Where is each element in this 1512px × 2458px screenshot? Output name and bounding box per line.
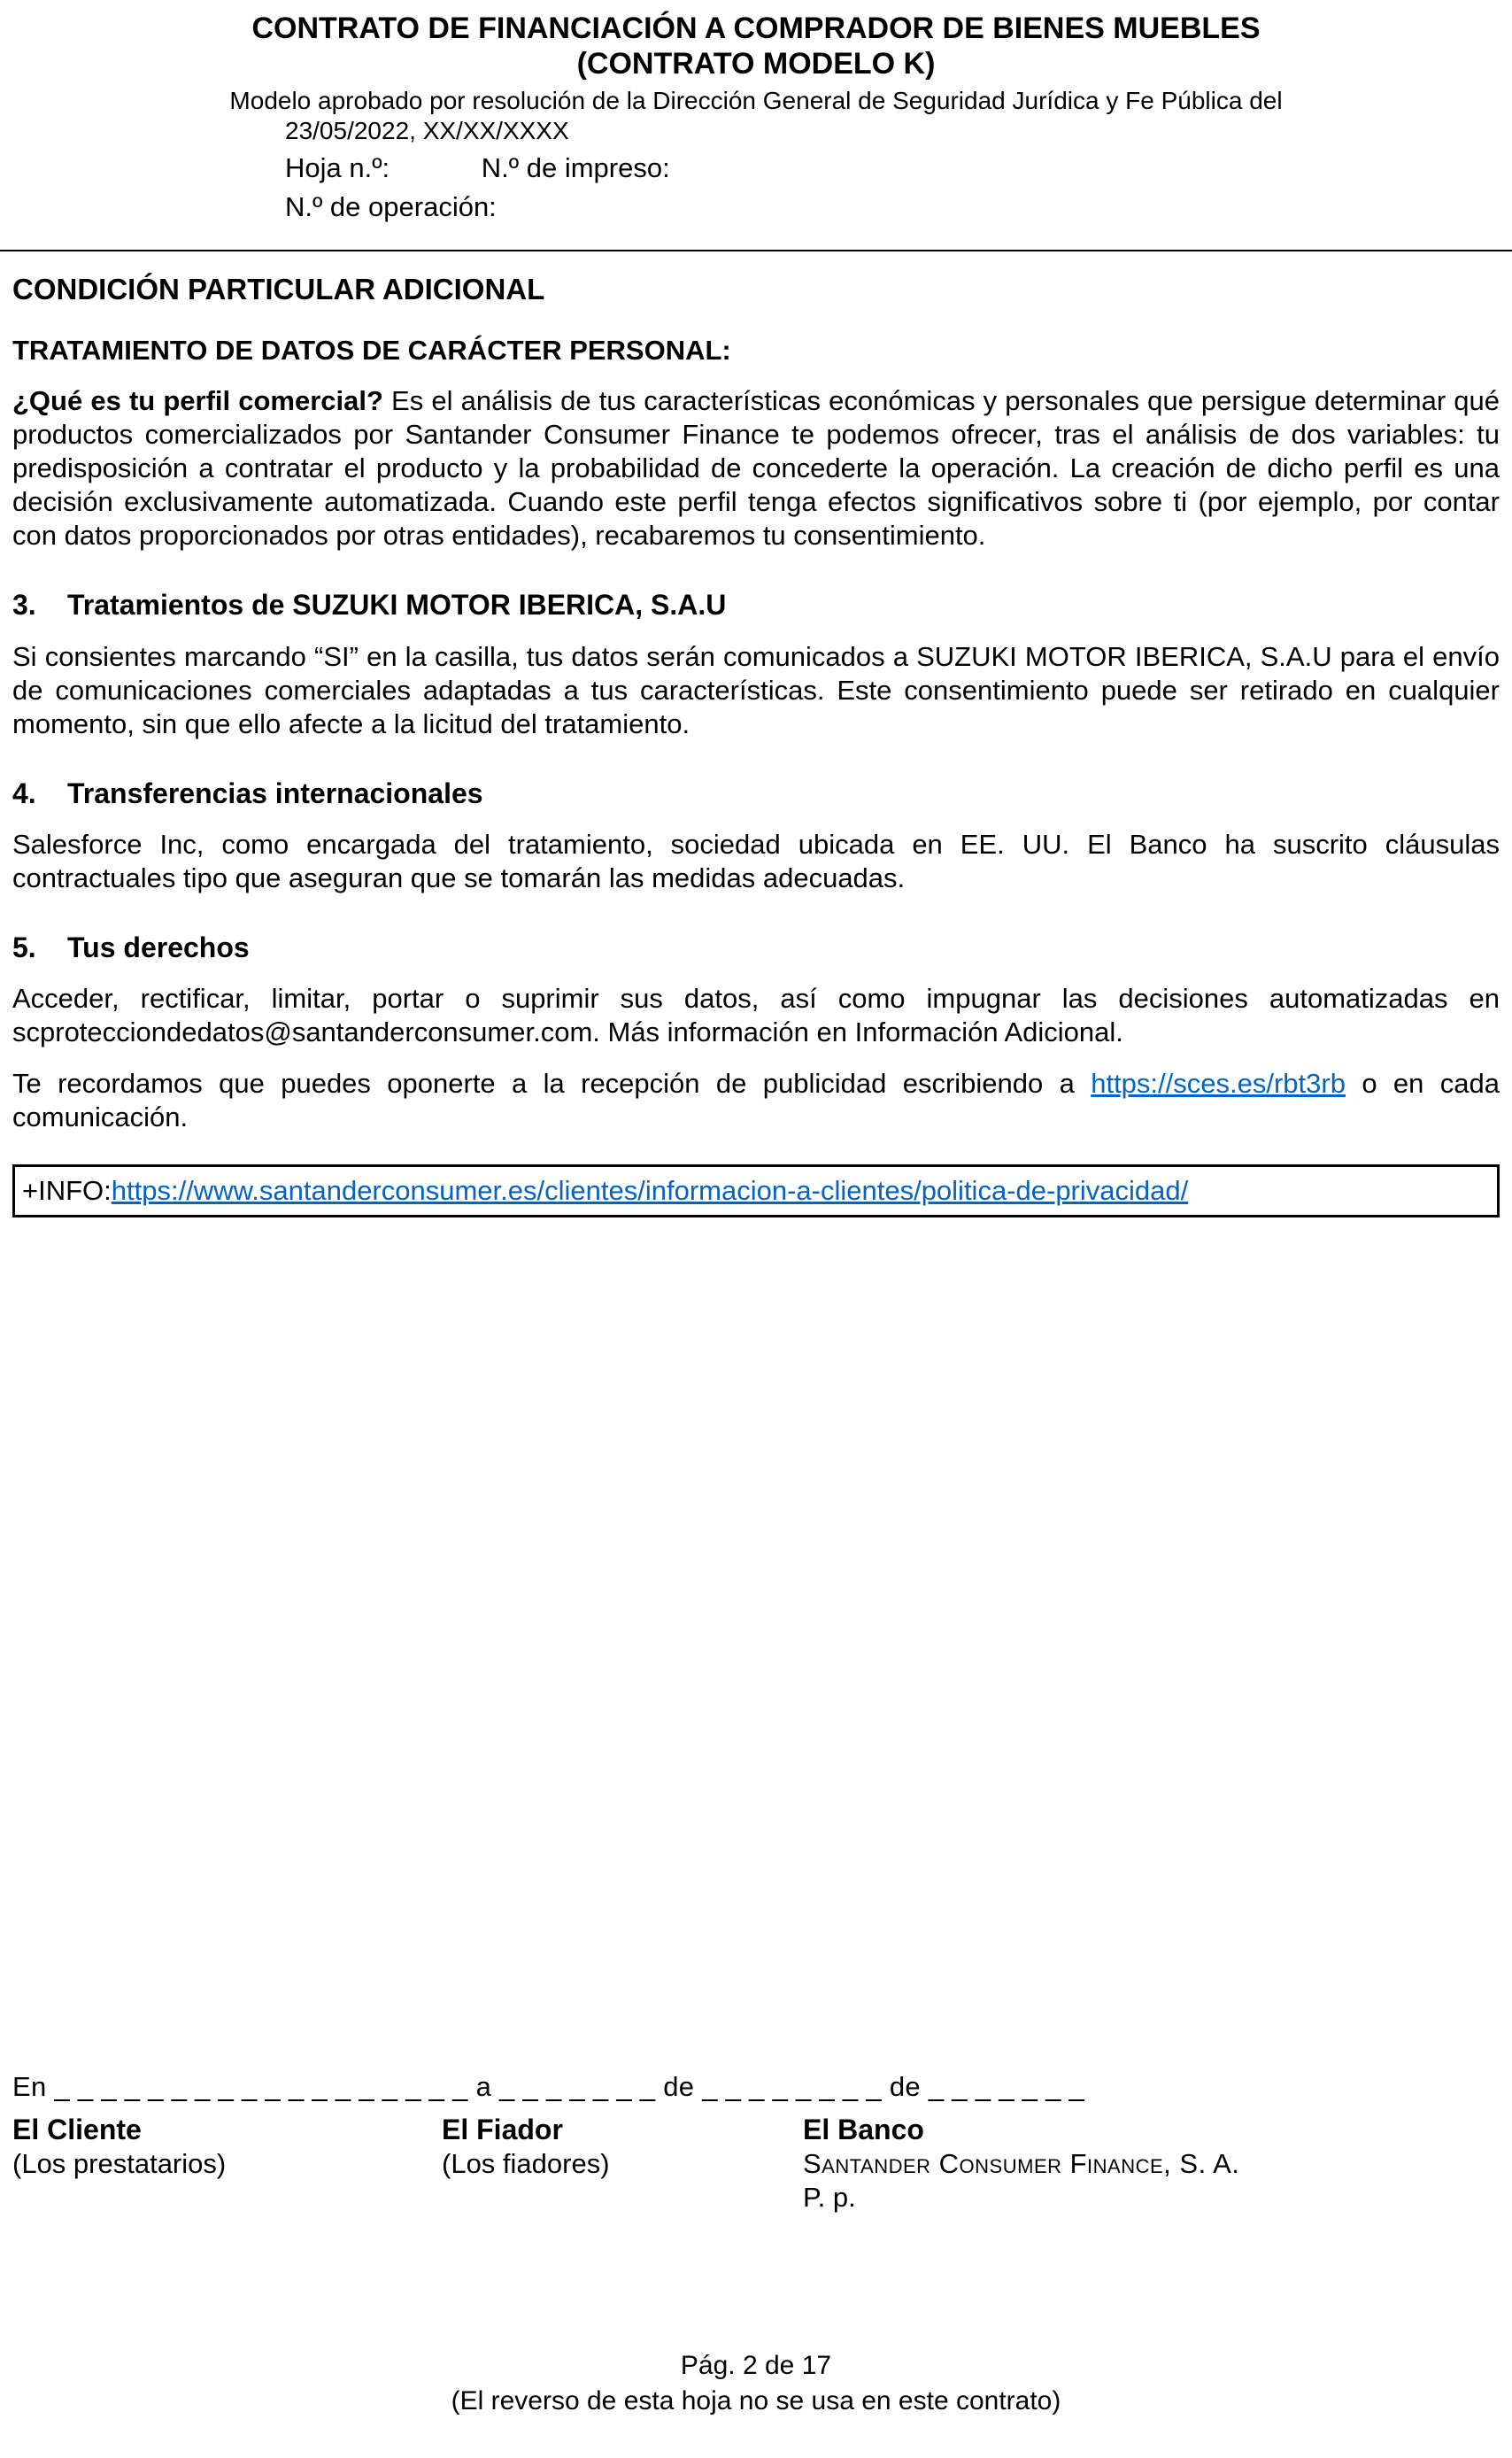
section-heading-rights	[12, 931, 1500, 964]
signature-columns	[12, 2112, 1500, 2216]
info-box-label: +INFO:	[22, 1175, 112, 1207]
privacy-info-box	[12, 1164, 1500, 1217]
document-subtitle: (CONTRATO MODELO K)	[576, 47, 936, 81]
privacy-policy-link[interactable]: https://www.santanderconsumer.es/clientes/informacion-a-clientes/politica-de-privacidad/	[111, 1175, 1189, 1207]
guarantor-subtitle: (Los fiadores)	[442, 2147, 610, 2179]
signature-block	[12, 2071, 1500, 2216]
client-subtitle: (Los prestatarios)	[12, 2147, 227, 2179]
section-title: Tus derechos	[67, 931, 250, 963]
bank-title: El Banco	[803, 2113, 924, 2145]
section-number: 3.	[12, 589, 36, 622]
signature-column-client	[12, 2112, 442, 2182]
blank-space	[12, 1217, 1500, 2070]
signature-column-guarantor	[442, 2112, 803, 2182]
profile-paragraph-text: Es el análisis de tus características económicas y personales que persigue determinar qué productos comercializados por Santander Consumer Finance te podemos ofrecer, tras el análisis de dos variables: tu predisposición a contratar el producto y la probabilidad de concederte la operación. La creación de dicho perfil es una decisión exclusivamente automatizada. Cuando este perfil tenga efectos significativos sobre ti (por ejemplo, por contar con datos proporcionados por otras entidades), recabaremos tu consentimiento.	[12, 385, 1500, 552]
opposition-link[interactable]: https://sces.es/rbt3rb	[1091, 1068, 1346, 1100]
horizontal-divider	[0, 250, 1512, 251]
page-number: Pág. 2 de 17	[680, 2351, 832, 2380]
section-body-suzuki: Si consientes marcando “SI” en la casilla, tus datos serán comunicados a SUZUKI MOTOR IBERICA, S.A.U para el envío de comunicaciones comerciales adaptadas a tus características. Este consentimiento puede ser retirado en cualquier momento, sin que ello afecte a la licitud del tratamiento.	[12, 640, 1500, 739]
opposition-text-before: Te recordamos que puedes oponerte a la recepción de publicidad escribiendo a	[12, 1068, 1092, 1100]
sheet-number-label: Hoja n.º:	[285, 152, 390, 184]
commercial-profile-paragraph	[12, 384, 1500, 553]
guarantor-title: El Fiador	[442, 2113, 563, 2145]
profile-question-lead: ¿Qué es tu perfil comercial?	[12, 385, 383, 417]
bank-pp: P. p.	[803, 2182, 856, 2214]
advertising-opposition-paragraph	[12, 1067, 1500, 1134]
section-title: Transferencias internacionales	[67, 777, 483, 809]
section-number: 5.	[12, 931, 36, 963]
sheet-print-row	[285, 152, 1500, 184]
client-title: El Cliente	[12, 2113, 142, 2145]
bank-name: Santander Consumer Finance, S. A.	[803, 2147, 1240, 2179]
section-title: Tratamientos de SUZUKI MOTOR IBERICA, S.A.U	[67, 589, 727, 622]
opposition-text-after: o en cada comunicación.	[12, 1068, 1500, 1133]
header-fields	[285, 117, 1500, 223]
section-heading-suzuki	[12, 588, 1500, 622]
document-title: CONTRATO DE FINANCIACIÓN A COMPRADOR DE BIENES MUEBLES	[251, 12, 1261, 45]
print-number-label: N.º de impreso:	[481, 152, 670, 184]
section-heading-transfers	[12, 777, 1500, 810]
signature-column-bank	[803, 2112, 1500, 2216]
section-body-rights: Acceder, rectificar, limitar, portar o suprimir sus datos, así como impugnar las decisiones automatizadas en scprotecciondedatos@santanderconsumer.com. Más información en Información Adicional.	[12, 983, 1500, 1048]
reverse-note: (El reverso de esta hoja no se usa en este contrato)	[451, 2386, 1061, 2415]
data-protection-title: TRATAMIENTO DE DATOS DE CARÁCTER PERSONAL:	[12, 335, 731, 367]
page-footer	[12, 2348, 1500, 2419]
approval-line: Modelo aprobado por resolución de la Dirección General de Seguridad Jurídica y Fe Pública del	[229, 87, 1283, 115]
condition-title: CONDICIÓN PARTICULAR ADICIONAL	[12, 273, 545, 306]
document-header	[12, 11, 1500, 223]
approval-date: 23/05/2022, XX/XX/XXXX	[285, 117, 569, 145]
signature-date-line: En _ _ _ _ _ _ _ _ _ _ _ _ _ _ _ _ _ _ a _ _ _ _ _ _ _ de _ _ _ _ _ _ _ _ de _ _ _ _ _ _ _	[12, 2070, 1085, 2102]
section-body-transfers: Salesforce Inc, como encargada del tratamiento, sociedad ubicada en EE. UU. El Banco ha suscrito cláusulas contractuales tipo que aseguran que se tomarán las medidas adecuadas.	[12, 829, 1500, 893]
section-number: 4.	[12, 777, 36, 809]
operation-number-label: N.º de operación:	[285, 191, 497, 223]
